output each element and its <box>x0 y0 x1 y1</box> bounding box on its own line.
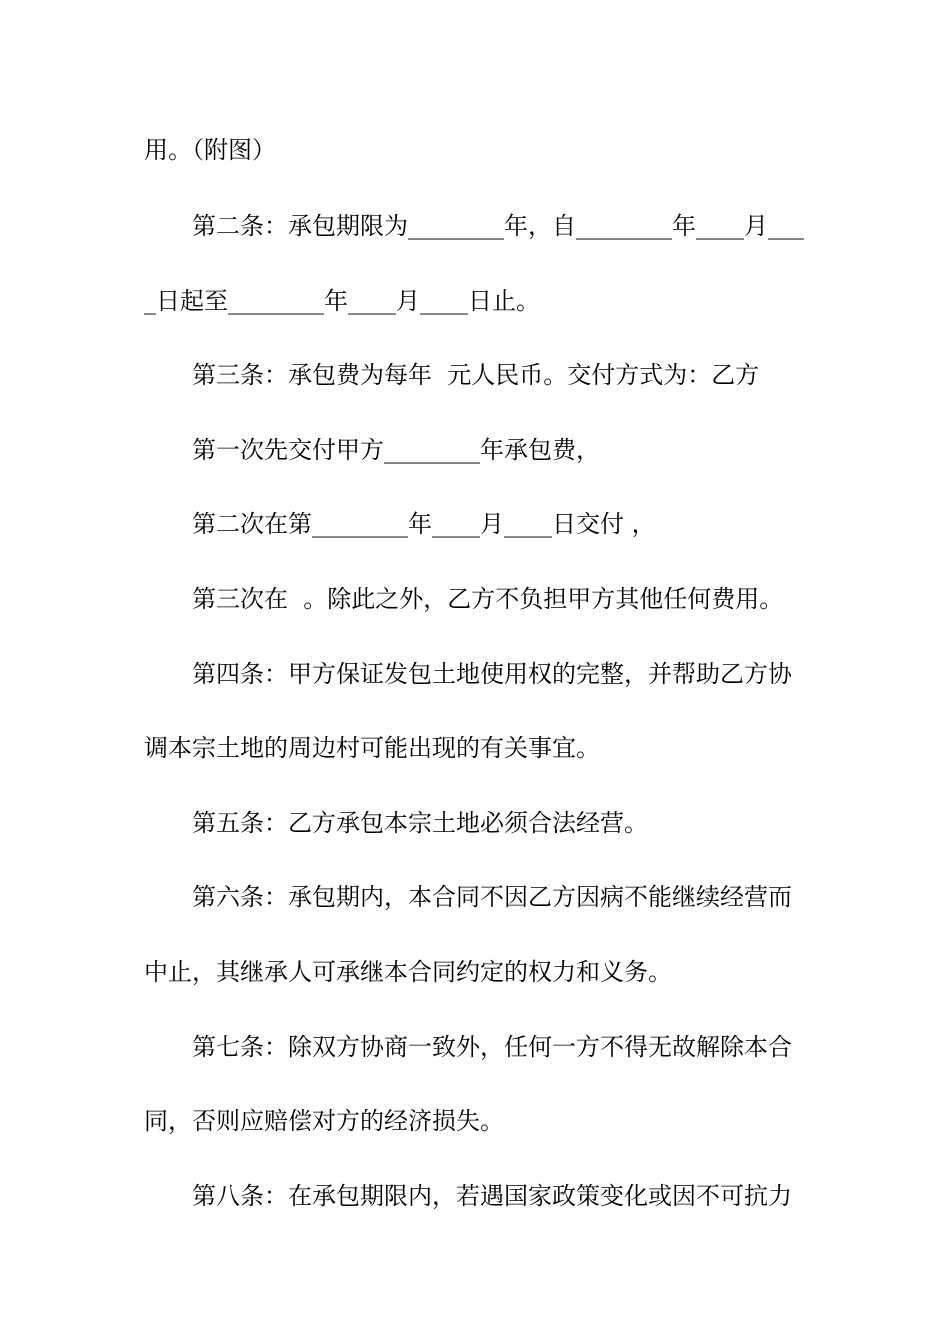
article-3-payment-3: 第三次在 。除此之外，乙方不负担甲方其他任何费用。 <box>192 585 784 613</box>
article-2-line-2: _日起至________年____月____日止。 <box>144 287 540 315</box>
article-3-payment-2: 第二次在第________年____月____日交付 ， <box>192 510 656 538</box>
article-3-payment-1: 第一次先交付甲方________年承包费， <box>192 436 600 464</box>
article-4-line-2: 调本宗土地的周边村可能出现的有关事宜。 <box>144 734 600 762</box>
article-5-line-1: 第五条：乙方承包本宗土地必须合法经营。 <box>192 809 648 837</box>
article-6-line-2: 中止，其继承人可承继本合同约定的权力和义务。 <box>144 958 672 986</box>
article-7-line-1: 第七条：除双方协商一致外，任何一方不得无故解除本合 <box>192 1033 792 1061</box>
text-line-continuation: 用。（附图） <box>144 136 276 164</box>
article-8-line-1: 第八条：在承包期限内，若遇国家政策变化或因不可抗力 <box>192 1182 792 1210</box>
article-4-line-1: 第四条：甲方保证发包土地使用权的完整，并帮助乙方协 <box>192 660 792 688</box>
article-7-line-2: 同，否则应赔偿对方的经济损失。 <box>144 1107 504 1135</box>
article-3-line-1: 第三条：承包费为每年 元人民币。交付方式为：乙方 <box>192 361 760 389</box>
article-2-line-1: 第二条：承包期限为________年，自________年____月___ <box>192 212 804 240</box>
article-6-line-1: 第六条：承包期内，本合同不因乙方因病不能继续经营而 <box>192 883 792 911</box>
